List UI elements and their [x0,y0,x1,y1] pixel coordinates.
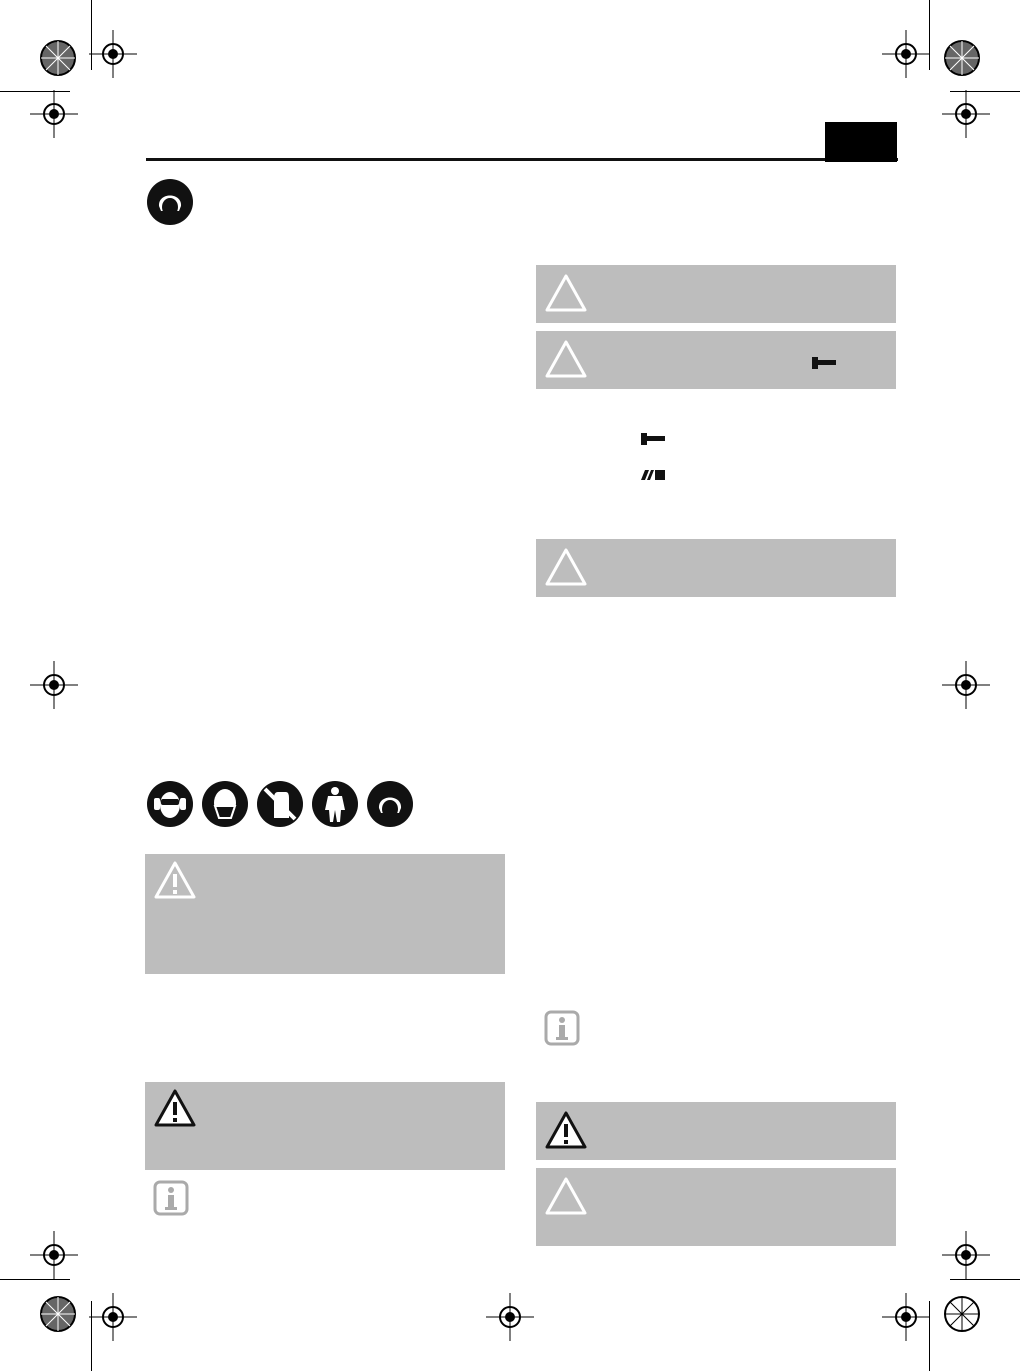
caution-box-2 [536,331,896,389]
hammer-icon [641,433,665,445]
crosshair-mark [486,1293,534,1341]
caution-box-5 [536,1168,896,1246]
crop-mark [91,0,92,70]
crop-mark [929,0,930,70]
warning-box-1 [145,1082,505,1170]
crop-mark [0,1279,70,1280]
crosshair-mark [30,1231,78,1279]
color-registration-mark [34,34,82,82]
crop-mark [950,1279,1020,1280]
crosshair-mark [30,661,78,709]
crosshair-mark [942,90,990,138]
crosshair-mark [30,90,78,138]
caution-box-1 [536,265,896,323]
chisel-icon [641,469,665,481]
color-registration-mark [34,1290,82,1338]
crosshair-mark [882,1293,930,1341]
crosshair-mark [882,30,930,78]
crosshair-mark [942,1231,990,1279]
caution-triangle-icon [544,339,588,379]
warning-triangle-icon [544,1110,588,1150]
crop-mark [91,1301,92,1371]
color-registration-mark [938,34,986,82]
dust-mask-icon [201,780,249,828]
head-protection-icon [366,780,414,828]
crosshair-mark [89,1293,137,1341]
hammer-icon [812,357,836,369]
caution-triangle-icon [153,860,197,900]
protective-clothing-icon [311,780,359,828]
crop-mark [929,1301,930,1371]
head-protection-icon [146,178,194,226]
crosshair-mark [89,30,137,78]
header-rule [146,158,898,161]
color-registration-mark [938,1290,986,1338]
no-gloves-icon [256,780,304,828]
crosshair-mark [942,661,990,709]
warning-box-2 [536,1102,896,1160]
warning-triangle-icon [153,1088,197,1128]
caution-triangle-icon [544,547,588,587]
ear-eye-protection-icon [146,780,194,828]
crop-mark [0,91,70,92]
info-icon [153,1180,189,1216]
caution-box-3 [536,539,896,597]
caution-triangle-icon [544,1176,588,1216]
caution-box-4 [145,854,505,974]
info-icon [544,1010,580,1046]
caution-triangle-icon [544,273,588,313]
crop-mark [950,91,1020,92]
language-tab [825,122,897,162]
